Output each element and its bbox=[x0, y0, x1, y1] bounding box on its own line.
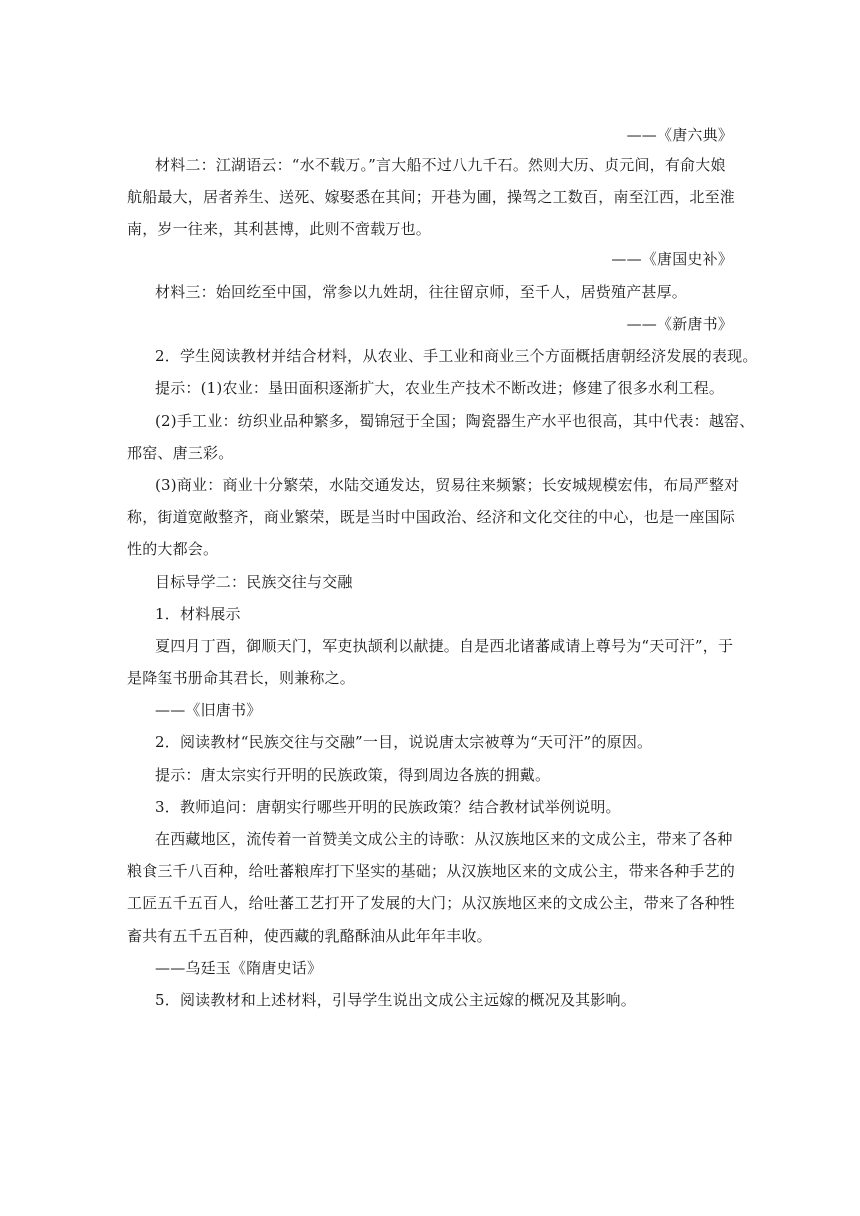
subheading: 1．材料展示 bbox=[155, 605, 241, 623]
question-line: 5．阅读教材和上述材料，引导学生说出文成公主远嫁的概况及其影响。 bbox=[155, 991, 636, 1009]
hint-line: 邢窑、唐三彩。 bbox=[127, 444, 234, 462]
quote-line: 夏四月丁酉，御顺天门，军吏执颉利以献捷。自是西北诸蕃咸请上尊号为“天可汗”，于 bbox=[155, 637, 734, 655]
question-line: 3．教师追问：唐朝实行哪些开明的民族政策？结合教材试举例说明。 bbox=[155, 798, 621, 816]
paragraph-line: 航船最大，居者养生、送死、嫁娶悉在其间；开巷为圃，操驾之工数百，南至江西，北至淮 bbox=[127, 188, 736, 206]
paragraph-line: 材料二：江湖语云：“水不载万。”言大船不过八九千石。然则大历、贞元间，有俞大娘 bbox=[155, 156, 726, 174]
hint-line: 提示：(1)农业：垦田面积逐渐扩大，农业生产技术不断改进；修建了很多水利工程。 bbox=[155, 379, 725, 397]
quote-line: 工匠五千五百人，给吐蕃工艺打开了发展的大门；从汉族地区来的文成公主，带来了各种牲 bbox=[127, 894, 736, 912]
hint-line: (3)商业：商业十分繁荣，水陆交通发达，贸易往来频繁；长安城规模宏伟，布局严整对 bbox=[155, 476, 740, 494]
citation-xin-tang-shu: ——《新唐书》 bbox=[626, 315, 733, 333]
section-heading: 目标导学二：民族交往与交融 bbox=[155, 573, 353, 591]
hint-line: 提示：唐太宗实行开明的民族政策，得到周边各族的拥戴。 bbox=[155, 766, 551, 784]
hint-line: 称，街道宽敞整齐，商业繁荣，既是当时中国政治、经济和文化交往的中心，也是一座国际 bbox=[127, 508, 736, 526]
question-line: 2．阅读教材“民族交往与交融”一目，说说唐太宗被尊为“天可汗”的原因。 bbox=[155, 733, 653, 751]
quote-line: 畜共有五千五百种，使西藏的乳酪酥油从此年年丰收。 bbox=[127, 927, 492, 945]
citation-jiu-tang-shu: ——《旧唐书》 bbox=[155, 701, 262, 719]
quote-line: 是降玺书册命其君长，则兼称之。 bbox=[127, 669, 356, 687]
citation-tang-liu-dian: ——《唐六典》 bbox=[626, 126, 733, 144]
quote-line: 粮食三千八百种，给吐蕃粮库打下坚实的基础；从汉族地区来的文成公主，带来各种手艺的 bbox=[127, 862, 736, 880]
paragraph-line: 材料三：始回纥至中国，常参以九姓胡，往往留京师，至千人，居赀殖产甚厚。 bbox=[155, 283, 688, 301]
paragraph-line: 南，岁一往来，其利甚博，此则不啻载万也。 bbox=[127, 220, 432, 238]
quote-line: 在西藏地区，流传着一首赞美文成公主的诗歌：从汉族地区来的文成公主，带来了各种 bbox=[155, 830, 733, 848]
question-line: 2．学生阅读教材并结合材料，从农业、手工业和商业三个方面概括唐朝经济发展的表现。 bbox=[155, 347, 758, 365]
citation-tang-guo-shi-bu: ——《唐国史补》 bbox=[611, 250, 733, 268]
citation-sui-tang-shi-hua: ——乌廷玉《隋唐史话》 bbox=[155, 959, 323, 977]
hint-line: 性的大都会。 bbox=[127, 540, 219, 558]
hint-line: (2)手工业：纺织业品种繁多，蜀锦冠于全国；陶瓷器生产水平也很高，其中代表：越窑、 bbox=[155, 412, 755, 430]
